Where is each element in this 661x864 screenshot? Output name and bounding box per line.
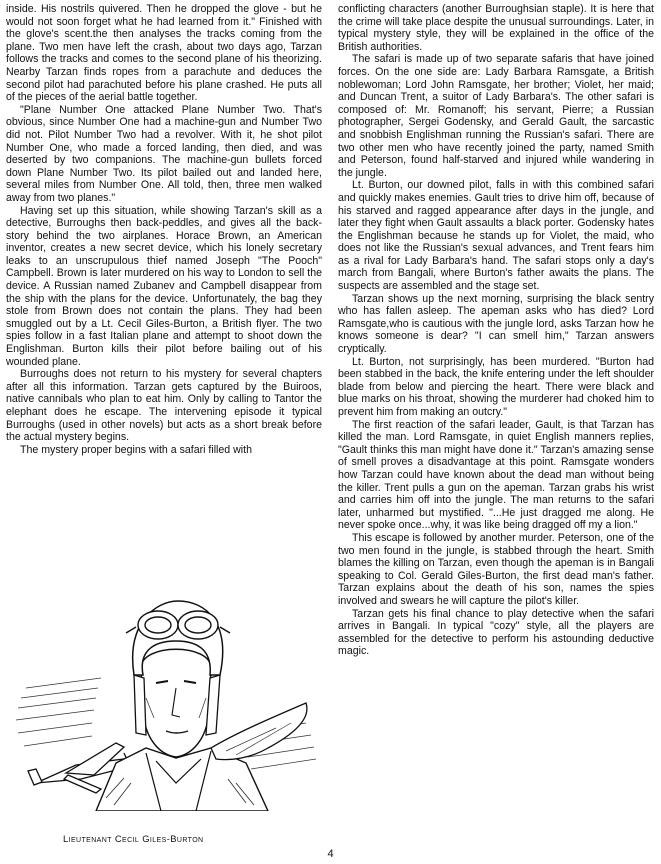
paragraph: inside. His nostrils quivered. Then he dropped the glove - but he would not soon forget what he had learned from it." Finished with the glove's scent.the then analyses the tracks coming from the plane. Two men have left the crash, about two days ago, Tarzan follows the tracks and comes to the second plane of his theorizing. Nearby Tarzan finds ropes from a parachute and deduces the second pilot had parachuted before his plane crashed. He puts all of the pieces of the aerial battle together. [6,3,322,104]
paragraph: Burroughs does not return to his mystery for several chapters after all this information. Tarzan gets captured by the Buiroos, native cannibals who plan to eat him. Only by calling to Tantor the elephant does he escape. The intervening episode it typical Burroughs (used in other novels) but acts as a short break before the actual mystery begins. [6,368,322,444]
face-drawing [141,649,211,757]
paragraph: Lt. Burton, not surprisingly, has been murdered. "Burton had been stabbed in the back, the knife entering under the left shoulder blade from below and piercing the heart. There were black and blue marks on his throat, showing the murderer had choked him to prevent him from making an outcry." [338,355,654,418]
pilot-drawing [6,583,324,811]
paragraph: The first reaction of the safari leader, Gault, is that Tarzan has killed the man. Lord Ramsgate, in quiet English manners replies, "Gault thinks this man might have done it." Tarzan's amazing sense of smell proves a disadvantage at this point. Ramsgate wonders how Tarzan could have known about the dead man without being the killer. Trent pulls a gun on the apeman. Tarzan grabs his wrist and carries him off into the jungle. The man returns to the safari later, unharmed but mystified. "...He just dragged me along. He never spoke once...why, it was like being dragged off my a lion." [338,418,654,532]
paragraph: Lt. Burton, our downed pilot, falls in with this combined safari and quickly makes enemies. Gault tries to drive him off, because of his starved and ragged appearance after days in the jungle, and later they fight when Gault assaults a black porter. Godensky hates the Englishman because he stands up for Violet, the maid, who does not like the Russian's sexual advances, and Trent fears him as a rival for Lady Barbara's hand. The safari stops only a day's march from Bangali, where Burton's father awaits the plans. The suspects are assembled and the stage set. [338,179,654,293]
illustration-caption: Lieutenant Cecil Giles-Burton [63,833,204,844]
scarf-drawing [211,703,307,760]
left-column [6,3,322,456]
paragraph: The mystery proper begins with a safari filled with [20,443,252,456]
paragraph: Having set up this situation, while showing Tarzan's skill as a detective, Burroughs then back-peddles, and gives all the back-story behind the two airplanes. Horace Brown, an American inventor, creates a new secret device, which his lonely secretary leaks to an unscrupulous thief named Joseph "The Pooch" Campbell. Brown is later murdered on his way to London to sell the device. A Russian named Zubanev and Campbell disappear from the ship with the plans for the device. Unfortunately, the bag they stole from Brown does not contain the plans. They had been smuggled out by a Lt. Cecil Giles-Burton, a British flyer. The two spies follow in a fast Italian plane and attempt to shoot down the Englishman. Burton kills their pilot before bailing out of his wounded plane. [6,204,322,368]
pilot-illustration [6,583,324,833]
paragraph: conflicting characters (another Burroughsian staple). It is here that the crime will take place despite the unusual surroundings. Later, in typical mystery style, they will be explained in the office of the British authorities. [338,3,654,53]
paragraph: Tarzan shows up the next morning, surprising the black sentry who has fallen asleep. The apeman asks who has died? Lord Ramsgate,who is cautious with the jungle lord, asks Tarzan how he knows someone is dear? "I can smell him," Tarzan answers cryptically. [338,292,654,356]
page-number: 4 [327,848,334,860]
right-column [338,3,654,658]
paragraph: This escape is followed by another murder. Peterson, one of the two men found in the jungle, is stabbed through the heart. Smith blames the killing on Tarzan, even though the apeman is in Bangali speaking to Col. Gerald Giles-Burton, the first dead man's father. Tarzan explains about the death of his son, names the spies involved and swears he will capture the pilot's killer. [338,531,654,607]
paragraph: The safari is made up of two separate safaris that have joined forces. On the one side are: Lady Barbara Ramsgate, a British noblewoman; Lord John Ramsgate, her brother; Violet, her maid; and Duncan Trent, a suitor of Lady Barbara's. The other safari is composed of: Mr. Romanoff; his servant, Pierre; a Russian photographer, Sergei Godensky, and Gerald Gault, the sarcastic and snobbish Englishman running the Russian's safari. There are two other men who have recently joined the party, named Smith and Peterson, found half-starved and injured while wandering in the jungle. [338,53,654,179]
paragraph: Tarzan gets his final chance to play detective when the safari arrives in Bangali. In typical "cozy" style, all the players are assembled for the detective to perform his astounding deductive magic. [338,607,654,658]
paragraph: "Plane Number One attacked Plane Number Two. That's obvious, since Number One had a machine-gun and Number Two did not. Pilot Number Two had a revolver. With it, he shot pilot Number One, who made a forced landing, then died, and was deserted by two companions. The machine-gun bullets forced down Plane Number Two. Its pilot bailed out and landed here, several miles from Number One. All told, then, three men walked away from two planes." [6,103,322,204]
